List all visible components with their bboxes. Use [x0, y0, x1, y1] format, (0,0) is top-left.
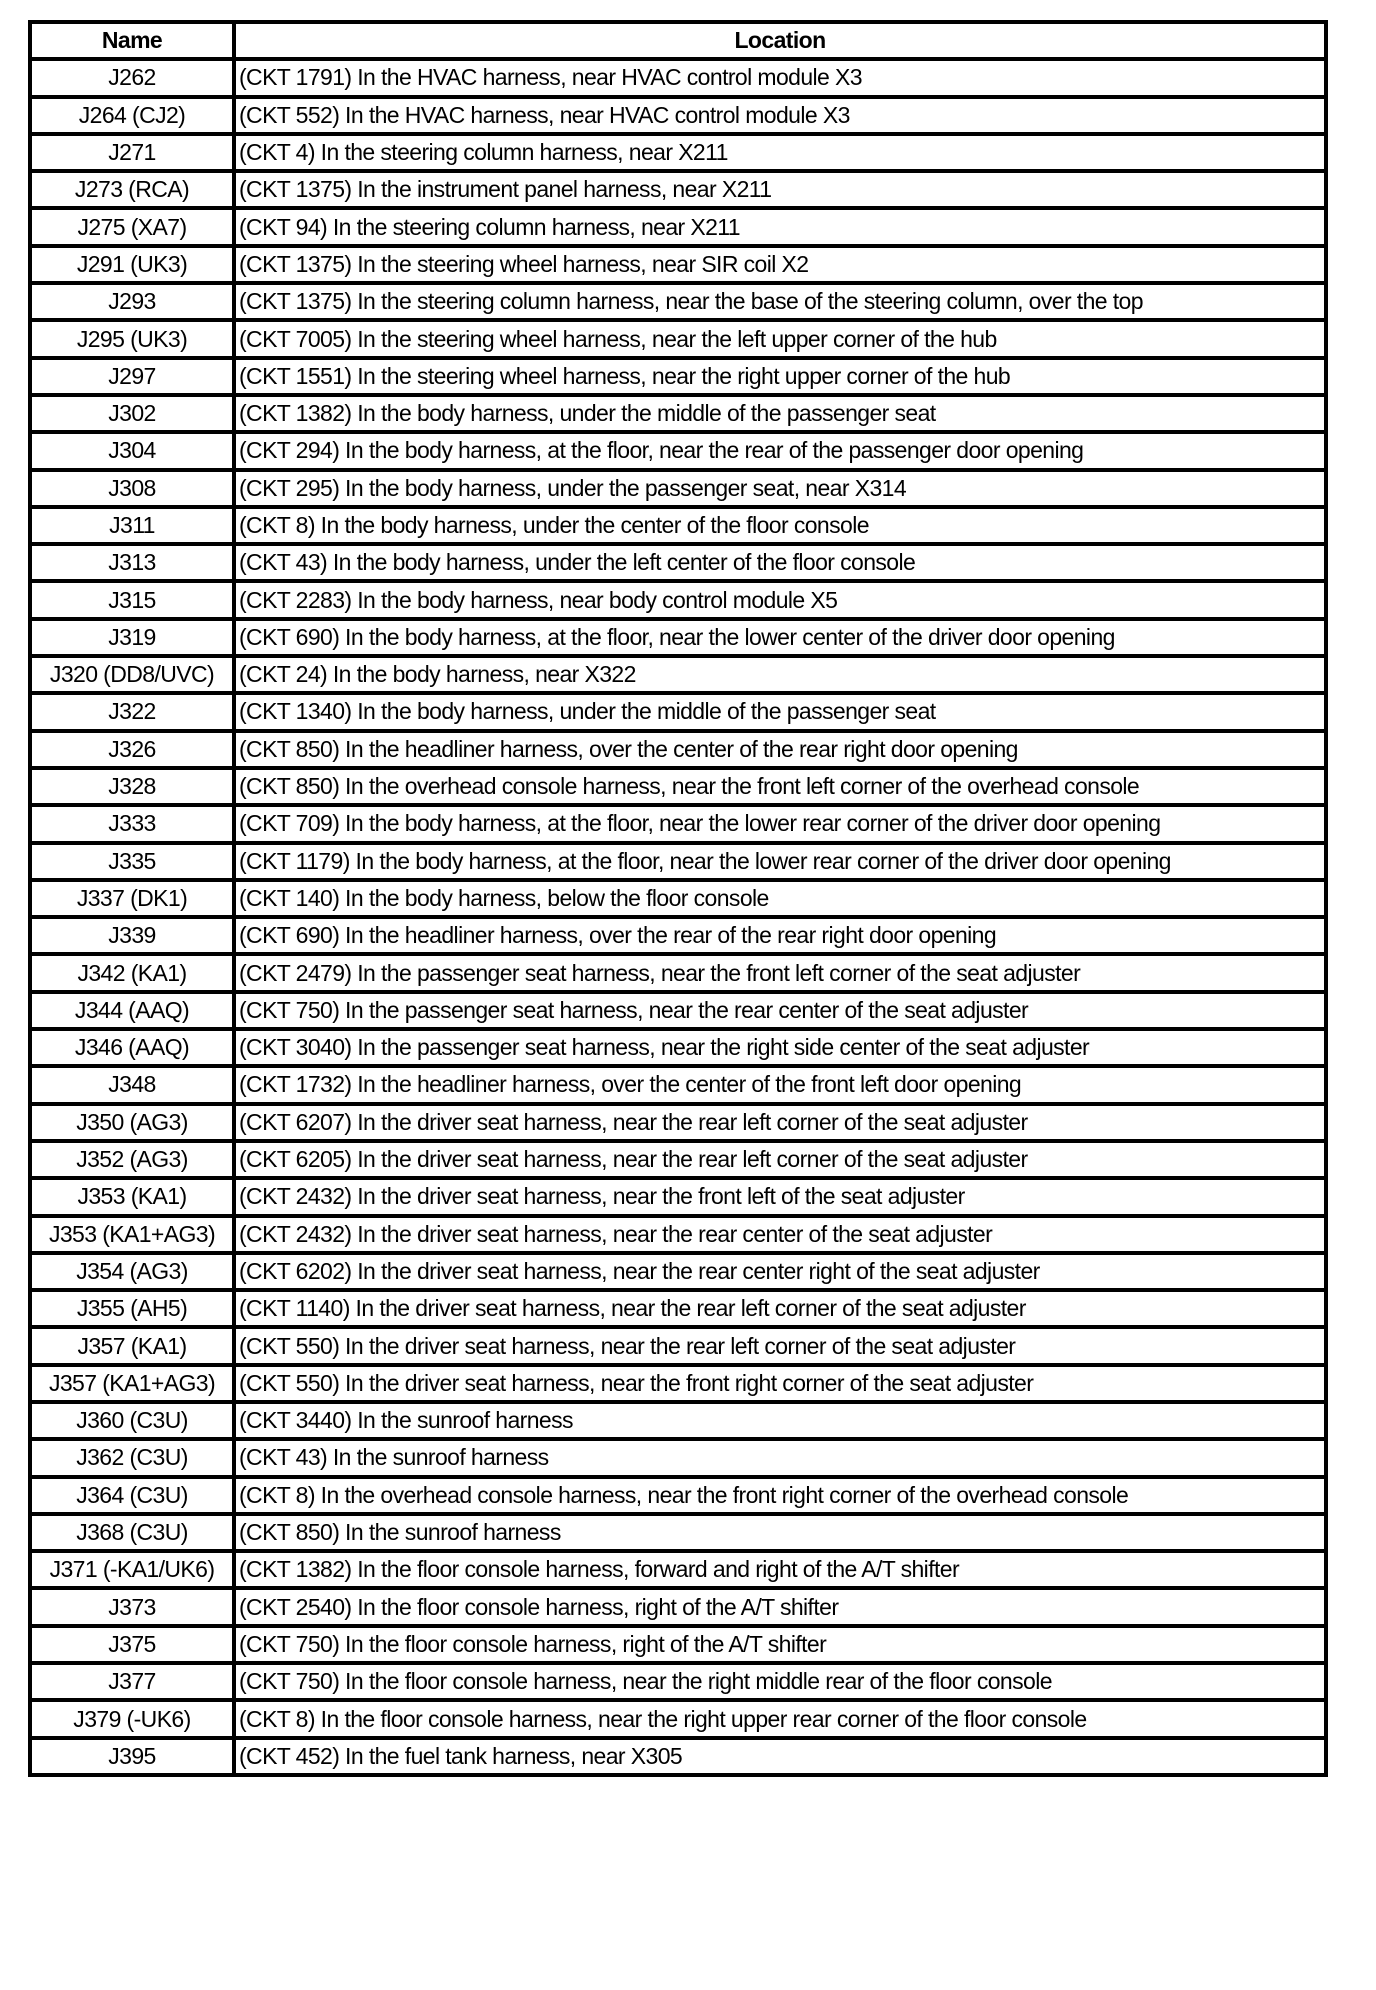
splice-location-cell: (CKT 94) In the steering column harness, near X211 — [234, 208, 1326, 245]
table-row — [30, 544, 1326, 581]
splice-location-cell: (CKT 1340) In the body harness, under the middle of the passenger seat — [234, 693, 1326, 730]
splice-location-cell: (CKT 690) In the body harness, at the floor, near the lower center of the driver door opening — [234, 619, 1326, 656]
table-row — [30, 1029, 1326, 1066]
splice-location-cell: (CKT 2479) In the passenger seat harness, near the front left corner of the seat adjuster — [234, 954, 1326, 991]
splice-location-cell: (CKT 850) In the overhead console harness, near the front left corner of the overhead console — [234, 768, 1326, 805]
table-row — [30, 1327, 1326, 1364]
splice-name-cell: J262 — [30, 59, 234, 96]
splice-name-cell: J319 — [30, 619, 234, 656]
table-row — [30, 358, 1326, 395]
table-row — [30, 1178, 1326, 1215]
splice-name-cell: J335 — [30, 843, 234, 880]
splice-name-cell: J368 (C3U) — [30, 1514, 234, 1551]
table-row — [30, 1514, 1326, 1551]
table-row — [30, 1066, 1326, 1103]
table-row — [30, 1104, 1326, 1141]
splice-location-cell: (CKT 1375) In the steering column harness, near the base of the steering column, over the top — [234, 283, 1326, 320]
splice-location-cell: (CKT 43) In the body harness, under the left center of the floor console — [234, 544, 1326, 581]
splice-location-cell: (CKT 709) In the body harness, at the floor, near the lower rear corner of the driver door opening — [234, 805, 1326, 842]
splice-location-table — [28, 20, 1328, 1777]
splice-location-cell: (CKT 3040) In the passenger seat harness, near the right side center of the seat adjuster — [234, 1029, 1326, 1066]
splice-location-cell: (CKT 24) In the body harness, near X322 — [234, 656, 1326, 693]
splice-location-cell: (CKT 4) In the steering column harness, near X211 — [234, 134, 1326, 171]
table-row — [30, 1216, 1326, 1253]
splice-name-cell: J291 (UK3) — [30, 246, 234, 283]
splice-name-cell: J339 — [30, 917, 234, 954]
table-row — [30, 1253, 1326, 1290]
splice-name-cell: J357 (KA1) — [30, 1327, 234, 1364]
splice-name-cell: J348 — [30, 1066, 234, 1103]
table-row — [30, 134, 1326, 171]
table-row — [30, 917, 1326, 954]
splice-name-cell: J395 — [30, 1738, 234, 1775]
splice-location-cell: (CKT 1382) In the floor console harness, forward and right of the A/T shifter — [234, 1551, 1326, 1588]
splice-name-cell: J360 (C3U) — [30, 1402, 234, 1439]
splice-name-cell: J344 (AAQ) — [30, 992, 234, 1029]
splice-name-cell: J379 (-UK6) — [30, 1700, 234, 1737]
table-row — [30, 1439, 1326, 1476]
splice-location-cell: (CKT 550) In the driver seat harness, near the front right corner of the seat adjuster — [234, 1365, 1326, 1402]
splice-name-cell: J273 (RCA) — [30, 171, 234, 208]
table-row — [30, 171, 1326, 208]
splice-location-cell: (CKT 452) In the fuel tank harness, near X305 — [234, 1738, 1326, 1775]
splice-location-cell: (CKT 1551) In the steering wheel harness, near the right upper corner of the hub — [234, 358, 1326, 395]
splice-name-cell: J302 — [30, 395, 234, 432]
table-row — [30, 97, 1326, 134]
splice-name-cell: J295 (UK3) — [30, 320, 234, 357]
table-row — [30, 768, 1326, 805]
splice-location-cell: (CKT 1732) In the headliner harness, over the center of the front left door opening — [234, 1066, 1326, 1103]
table-row — [30, 954, 1326, 991]
splice-location-cell: (CKT 850) In the headliner harness, over the center of the rear right door opening — [234, 731, 1326, 768]
splice-location-cell: (CKT 1382) In the body harness, under the middle of the passenger seat — [234, 395, 1326, 432]
splice-name-cell: J271 — [30, 134, 234, 171]
table-row — [30, 1141, 1326, 1178]
splice-location-cell: (CKT 6202) In the driver seat harness, near the rear center right of the seat adjuster — [234, 1253, 1326, 1290]
splice-location-cell: (CKT 7005) In the steering wheel harness, near the left upper corner of the hub — [234, 320, 1326, 357]
splice-name-cell: J375 — [30, 1626, 234, 1663]
splice-location-cell: (CKT 6207) In the driver seat harness, near the rear left corner of the seat adjuster — [234, 1104, 1326, 1141]
splice-name-cell: J362 (C3U) — [30, 1439, 234, 1476]
table-row — [30, 1365, 1326, 1402]
table-row — [30, 470, 1326, 507]
table-row — [30, 432, 1326, 469]
splice-location-cell: (CKT 1375) In the instrument panel harness, near X211 — [234, 171, 1326, 208]
splice-location-cell: (CKT 2540) In the floor console harness, right of the A/T shifter — [234, 1588, 1326, 1625]
table-row — [30, 320, 1326, 357]
table-row — [30, 731, 1326, 768]
splice-name-cell: J304 — [30, 432, 234, 469]
splice-name-cell: J293 — [30, 283, 234, 320]
table-row — [30, 1290, 1326, 1327]
splice-location-cell: (CKT 8) In the body harness, under the center of the floor console — [234, 507, 1326, 544]
table-row — [30, 507, 1326, 544]
table-row — [30, 1402, 1326, 1439]
splice-location-cell: (CKT 2432) In the driver seat harness, near the rear center of the seat adjuster — [234, 1216, 1326, 1253]
splice-location-cell: (CKT 1179) In the body harness, at the floor, near the lower rear corner of the driver door opening — [234, 843, 1326, 880]
splice-location-cell: (CKT 294) In the body harness, at the floor, near the rear of the passenger door opening — [234, 432, 1326, 469]
splice-location-cell: (CKT 6205) In the driver seat harness, near the rear left corner of the seat adjuster — [234, 1141, 1326, 1178]
splice-name-cell: J322 — [30, 693, 234, 730]
table-row — [30, 1738, 1326, 1775]
splice-location-cell: (CKT 2432) In the driver seat harness, near the front left of the seat adjuster — [234, 1178, 1326, 1215]
splice-name-cell: J333 — [30, 805, 234, 842]
splice-name-cell: J371 (-KA1/UK6) — [30, 1551, 234, 1588]
splice-location-cell: (CKT 750) In the floor console harness, near the right middle rear of the floor console — [234, 1663, 1326, 1700]
table-row — [30, 246, 1326, 283]
splice-name-cell: J297 — [30, 358, 234, 395]
table-row — [30, 805, 1326, 842]
splice-location-cell: (CKT 850) In the sunroof harness — [234, 1514, 1326, 1551]
splice-name-cell: J328 — [30, 768, 234, 805]
splice-name-cell: J342 (KA1) — [30, 954, 234, 991]
splice-location-cell: (CKT 690) In the headliner harness, over the rear of the rear right door opening — [234, 917, 1326, 954]
splice-name-cell: J337 (DK1) — [30, 880, 234, 917]
splice-location-cell: (CKT 8) In the overhead console harness, near the front right corner of the overhead console — [234, 1477, 1326, 1514]
splice-location-cell: (CKT 1140) In the driver seat harness, near the rear left corner of the seat adjuster — [234, 1290, 1326, 1327]
splice-name-cell: J308 — [30, 470, 234, 507]
table-header-row — [30, 22, 1326, 59]
table-row — [30, 395, 1326, 432]
column-header-location: Location — [234, 22, 1326, 59]
splice-name-cell: J320 (DD8/UVC) — [30, 656, 234, 693]
table-row — [30, 880, 1326, 917]
splice-location-cell: (CKT 2283) In the body harness, near body control module X5 — [234, 581, 1326, 618]
table-row — [30, 1477, 1326, 1514]
splice-name-cell: J315 — [30, 581, 234, 618]
splice-name-cell: J350 (AG3) — [30, 1104, 234, 1141]
table-row — [30, 843, 1326, 880]
splice-name-cell: J353 (KA1+AG3) — [30, 1216, 234, 1253]
splice-name-cell: J352 (AG3) — [30, 1141, 234, 1178]
table-row — [30, 283, 1326, 320]
splice-location-cell: (CKT 750) In the floor console harness, right of the A/T shifter — [234, 1626, 1326, 1663]
splice-location-cell: (CKT 552) In the HVAC harness, near HVAC control module X3 — [234, 97, 1326, 134]
table-row — [30, 693, 1326, 730]
splice-name-cell: J311 — [30, 507, 234, 544]
table-row — [30, 1663, 1326, 1700]
splice-name-cell: J353 (KA1) — [30, 1178, 234, 1215]
splice-name-cell: J377 — [30, 1663, 234, 1700]
splice-location-cell: (CKT 3440) In the sunroof harness — [234, 1402, 1326, 1439]
splice-name-cell: J354 (AG3) — [30, 1253, 234, 1290]
splice-location-cell: (CKT 1375) In the steering wheel harness, near SIR coil X2 — [234, 246, 1326, 283]
splice-name-cell: J264 (CJ2) — [30, 97, 234, 134]
splice-name-cell: J275 (XA7) — [30, 208, 234, 245]
table-row — [30, 208, 1326, 245]
splice-location-cell: (CKT 140) In the body harness, below the floor console — [234, 880, 1326, 917]
table-row — [30, 992, 1326, 1029]
splice-name-cell: J326 — [30, 731, 234, 768]
splice-location-cell: (CKT 750) In the passenger seat harness, near the rear center of the seat adjuster — [234, 992, 1326, 1029]
table-row — [30, 619, 1326, 656]
splice-name-cell: J364 (C3U) — [30, 1477, 234, 1514]
table-row — [30, 656, 1326, 693]
column-header-name: Name — [30, 22, 234, 59]
table-row — [30, 59, 1326, 96]
splice-location-cell: (CKT 550) In the driver seat harness, near the rear left corner of the seat adjuster — [234, 1327, 1326, 1364]
splice-name-cell: J313 — [30, 544, 234, 581]
splice-location-cell: (CKT 295) In the body harness, under the passenger seat, near X314 — [234, 470, 1326, 507]
table-row — [30, 1588, 1326, 1625]
splice-name-cell: J357 (KA1+AG3) — [30, 1365, 234, 1402]
splice-location-cell: (CKT 1791) In the HVAC harness, near HVAC control module X3 — [234, 59, 1326, 96]
table-body — [30, 59, 1326, 1775]
table-row — [30, 1626, 1326, 1663]
splice-name-cell: J355 (AH5) — [30, 1290, 234, 1327]
table-row — [30, 1551, 1326, 1588]
table-row — [30, 581, 1326, 618]
splice-location-cell: (CKT 8) In the floor console harness, near the right upper rear corner of the floor console — [234, 1700, 1326, 1737]
splice-name-cell: J346 (AAQ) — [30, 1029, 234, 1066]
splice-location-cell: (CKT 43) In the sunroof harness — [234, 1439, 1326, 1476]
table-row — [30, 1700, 1326, 1737]
splice-name-cell: J373 — [30, 1588, 234, 1625]
